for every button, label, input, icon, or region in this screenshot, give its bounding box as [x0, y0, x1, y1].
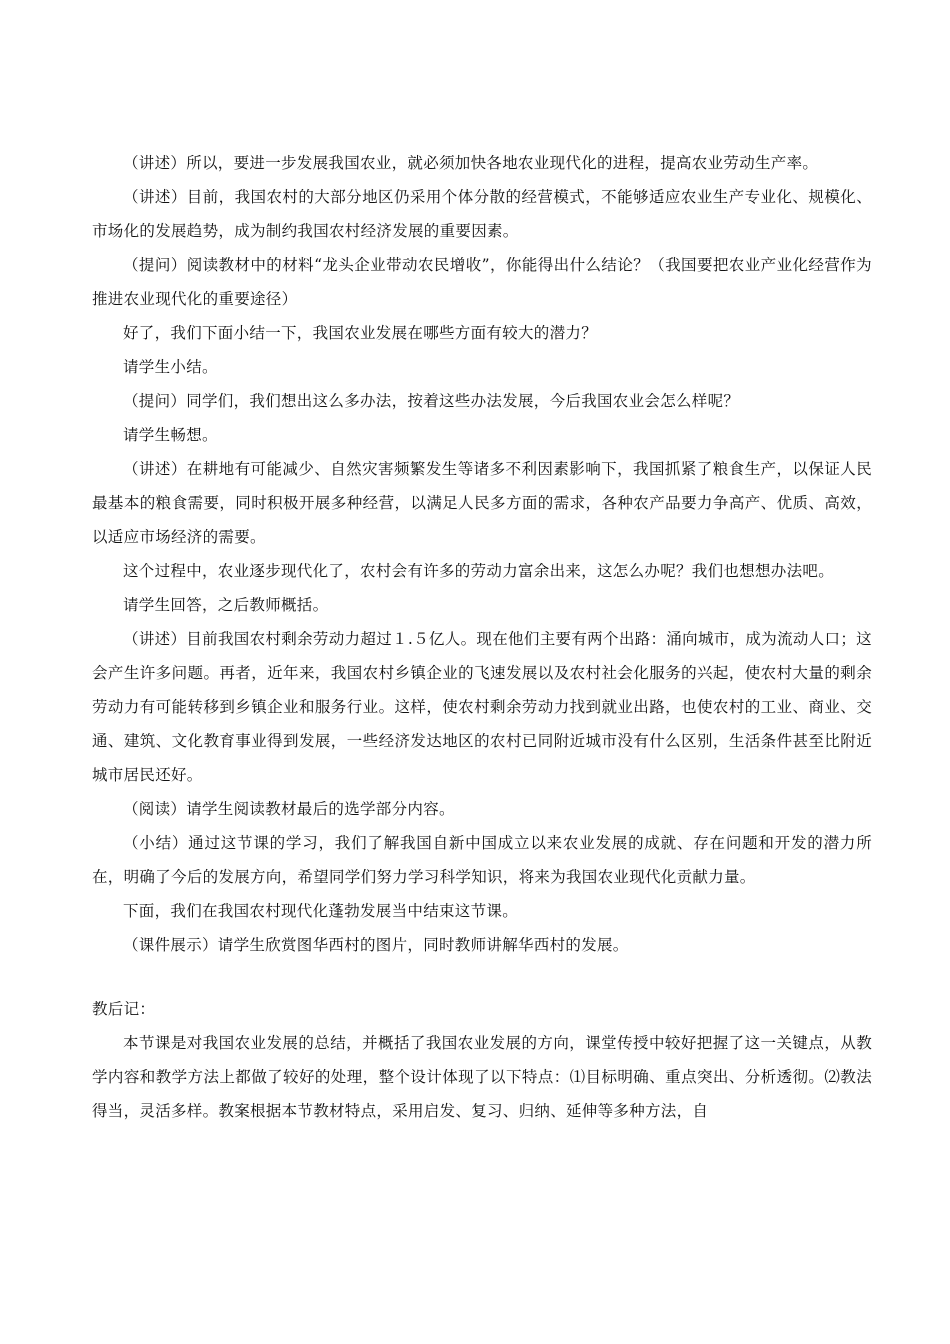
- paragraph-3: （提问）阅读教材中的材料“龙头企业带动农民增收”，你能得出什么结论？（我国要把农业产业化经营作为推进农业现代化的重要途径）: [92, 256, 872, 308]
- section-gap: [92, 962, 872, 992]
- paragraph-14: 下面，我们在我国农村现代化蓬勃发展当中结束这节课。: [123, 902, 519, 920]
- paragraph-6: （提问）同学们，我们想出这么多办法，按着这些办法发展，今后我国农业会怎么样呢？: [123, 392, 740, 410]
- paragraph-9: 这个过程中，农业逐步现代化了，农村会有许多的劳动力富余出来，这怎么办呢？我们也想想办法吧。: [123, 562, 835, 580]
- paragraph-5: 请学生小结。: [123, 358, 218, 376]
- paragraph-4: 好了，我们下面小结一下，我国农业发展在哪些方面有较大的潜力？: [123, 324, 598, 342]
- paragraph-12: （阅读）请学生阅读教材最后的选学部分内容。: [123, 800, 455, 818]
- document-body: [92, 146, 872, 1128]
- paragraph-2: （讲述）目前，我国农村的大部分地区仍采用个体分散的经营模式，不能够适应农业生产专业化、规模化、市场化的发展趋势，成为制约我国农村经济发展的重要因素。: [92, 188, 872, 240]
- paragraph-11: （讲述）目前我国农村剩余劳动力超过１.５亿人。现在他们主要有两个出路：涌向城市，成为流动人口；这会产生许多问题。再者，近年来，我国农村乡镇企业的飞速发展以及农村社会化服务的兴起，使农村大量的剩余劳动力有可能转移到乡镇企业和服务行业。这样，使农村剩余劳动力找到就业出路，也使农村的工业、商业、交通、建筑、文化教育事业得到发展，一些经济发达地区的农村已同附近城市没有什么区别，生活条件甚至比附近城市居民还好。: [92, 630, 872, 784]
- afterword-body: 本节课是对我国农业发展的总结，并概括了我国农业发展的方向，课堂传授中较好把握了这一关键点，从教学内容和教学方法上都做了较好的处理，整个设计体现了以下特点：⑴目标明确、重点突出、分析透彻。⑵教法得当，灵活多样。教案根据本节教材特点，采用启发、复习、归纳、延伸等多种方法，自: [92, 1034, 872, 1120]
- paragraph-13: （小结）通过这节课的学习，我们了解我国自新中国成立以来农业发展的成就、存在问题和开发的潜力所在，明确了今后的发展方向，希望同学们努力学习科学知识，将来为我国农业现代化贡献力量。: [92, 834, 872, 886]
- paragraph-15: （课件展示）请学生欣赏图华西村的图片，同时教师讲解华西村的发展。: [123, 936, 629, 954]
- paragraph-1: （讲述）所以，要进一步发展我国农业，就必须加快各地农业现代化的进程，提高农业劳动生产率。: [123, 154, 819, 172]
- paragraph-8: （讲述）在耕地有可能减少、自然灾害频繁发生等诸多不利因素影响下，我国抓紧了粮食生产，以保证人民最基本的粮食需要，同时积极开展多种经营，以满足人民多方面的需求，各种农产品要力争高产、优质、高效，以适应市场经济的需要。: [92, 460, 872, 546]
- paragraph-7: 请学生畅想。: [123, 426, 218, 444]
- afterword-heading: 教后记：: [92, 1000, 156, 1018]
- paragraph-10: 请学生回答，之后教师概括。: [123, 596, 329, 614]
